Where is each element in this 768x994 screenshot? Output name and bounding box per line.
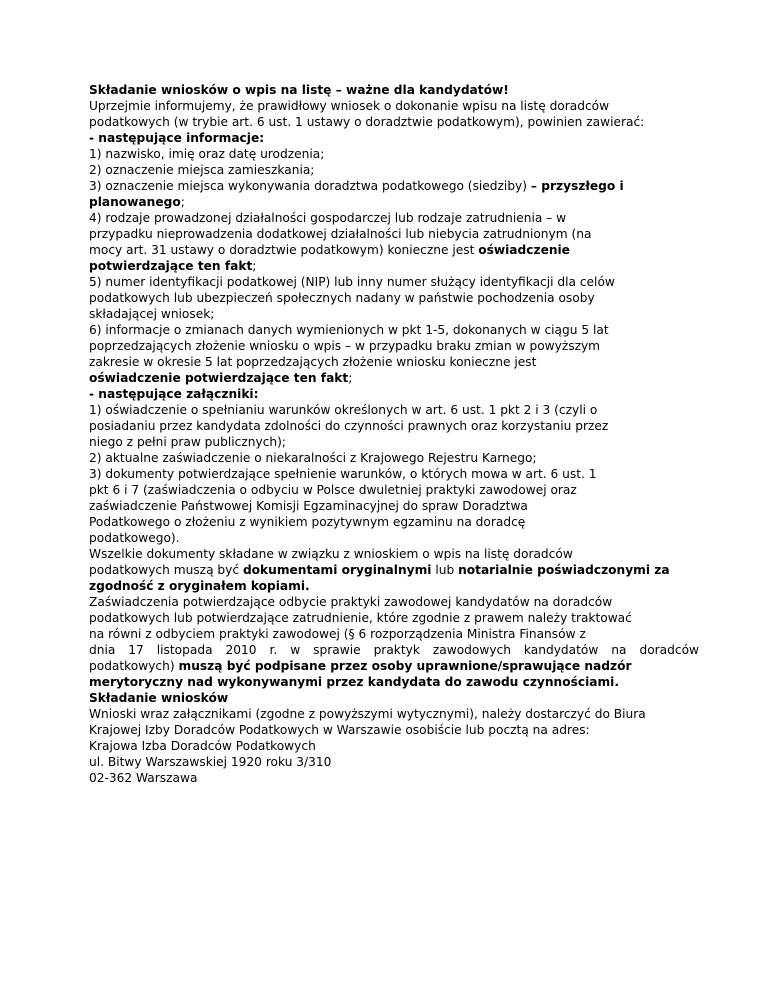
text-segment: ;	[252, 259, 257, 273]
text-line	[89, 642, 699, 658]
text-line	[89, 626, 699, 642]
text-line	[89, 98, 699, 114]
text-line	[89, 770, 699, 786]
text-segment: dnia 17 listopada 2010 r. w sprawie praktyk zawodowych kandydatów na doradców	[89, 643, 699, 657]
text-line	[89, 690, 699, 706]
text-line	[89, 386, 699, 402]
text-segment: podatkowych)	[89, 659, 179, 673]
text-segment: ul. Bitwy Warszawskiej 1920 roku 3/310	[89, 755, 332, 769]
text-segment: 6) informacje o zmianach danych wymienionych w pkt 1-5, dokonanych w ciągu 5 lat	[89, 323, 609, 337]
text-segment: podatkowych lub ubezpieczeń społecznych nadany w państwie pochodzenia osoby	[89, 291, 595, 305]
bold-text-segment: Składanie wniosków	[89, 691, 229, 705]
text-line	[89, 178, 699, 194]
bold-text-segment: - następujące załączniki:	[89, 387, 259, 401]
text-line	[89, 146, 699, 162]
text-line	[89, 290, 699, 306]
bold-text-segment: zgodność z oryginałem kopiami.	[89, 579, 310, 593]
text-segment: na równi z odbyciem praktyki zawodowej (§ 6 rozporządzenia Ministra Finansów z	[89, 627, 586, 641]
text-line	[89, 706, 699, 722]
text-segment: 3) oznaczenie miejsca wykonywania doradztwa podatkowego (siedziby)	[89, 179, 531, 193]
document-body	[89, 82, 699, 786]
text-segment: ;	[180, 195, 185, 209]
bold-text-segment: notarialnie poświadczonymi za	[458, 563, 670, 577]
text-line	[89, 114, 699, 130]
text-segment: Wnioski wraz załącznikami (zgodne z powyższymi wytycznymi), należy dostarczyć do Biura	[89, 707, 646, 721]
text-line	[89, 562, 699, 578]
text-segment: Wszelkie dokumenty składane w związku z wnioskiem o wpis na listę doradców	[89, 547, 573, 561]
bold-text-segment: muszą być podpisane przez osoby uprawnione/sprawujące nadzór	[178, 659, 632, 673]
text-segment: Krajowa Izba Doradców Podatkowych	[89, 739, 316, 753]
text-line	[89, 722, 699, 738]
bold-text-segment: merytoryczny nad wykonywanymi przez kandydata do zawodu czynnościami.	[89, 675, 619, 689]
bold-text-segment: oświadczenie potwierdzające ten fakt	[89, 371, 349, 385]
text-segment: podatkowych lub potwierdzające zatrudnienie, które zgodnie z prawem należy traktować	[89, 611, 632, 625]
text-line	[89, 418, 699, 434]
text-line	[89, 466, 699, 482]
text-line	[89, 322, 699, 338]
text-line	[89, 82, 699, 98]
text-line	[89, 738, 699, 754]
text-segment: podatkowych muszą być	[89, 563, 243, 577]
text-line	[89, 754, 699, 770]
text-line	[89, 546, 699, 562]
text-segment: lub	[431, 563, 459, 577]
text-line	[89, 498, 699, 514]
bold-text-segment: – przyszłego i	[530, 179, 624, 193]
bold-text-segment: oświadczenie	[478, 243, 570, 257]
bold-text-segment: dokumentami oryginalnymi	[242, 563, 432, 577]
text-line	[89, 130, 699, 146]
text-segment: Uprzejmie informujemy, że prawidłowy wniosek o dokonanie wpisu na listę doradców	[89, 99, 610, 113]
text-line	[89, 370, 699, 386]
text-line	[89, 210, 699, 226]
text-segment: Podatkowego o złożeniu z wynikiem pozytywnym egzaminu na doradcę	[89, 515, 526, 529]
text-line	[89, 242, 699, 258]
text-line	[89, 434, 699, 450]
text-line	[89, 514, 699, 530]
text-line	[89, 450, 699, 466]
text-segment: pkt 6 i 7 (zaświadczenia o odbyciu w Polsce dwuletniej praktyki zawodowej oraz	[89, 483, 577, 497]
text-segment: zaświadczenie Państwowej Komisji Egzaminacyjnej do spraw Doradztwa	[89, 499, 528, 513]
text-segment: 5) numer identyfikacji podatkowej (NIP) lub inny numer służący identyfikacji dla celów	[89, 275, 615, 289]
text-segment: Krajowej Izby Doradców Podatkowych w Warszawie osobiście lub pocztą na adres:	[89, 723, 590, 737]
text-segment: podatkowego).	[89, 531, 180, 545]
text-segment: Zaświadczenia potwierdzające odbycie praktyki zawodowej kandydatów na doradców	[89, 595, 613, 609]
text-segment: 1) nazwisko, imię oraz datę urodzenia;	[89, 147, 325, 161]
text-line	[89, 338, 699, 354]
text-segment: niego z pełni praw publicznych);	[89, 435, 286, 449]
text-segment: 3) dokumenty potwierdzające spełnienie warunków, o których mowa w art. 6 ust. 1	[89, 467, 597, 481]
text-segment: 02-362 Warszawa	[89, 771, 198, 785]
text-line	[89, 258, 699, 274]
text-segment: zakresie w okresie 5 lat poprzedzających złożenie wniosku konieczne jest	[89, 355, 537, 369]
text-line	[89, 674, 699, 690]
text-line	[89, 578, 699, 594]
text-line	[89, 658, 699, 674]
text-line	[89, 530, 699, 546]
text-segment: 4) rodzaje prowadzonej działalności gospodarczej lub rodzaje zatrudnienia – w	[89, 211, 567, 225]
text-line	[89, 194, 699, 210]
text-line	[89, 354, 699, 370]
text-line	[89, 402, 699, 418]
bold-text-segment: - następujące informacje:	[89, 131, 265, 145]
text-segment: ;	[348, 371, 353, 385]
text-segment: poprzedzających złożenie wniosku o wpis – w przypadku braku zmian w powyższym	[89, 339, 601, 353]
text-line	[89, 274, 699, 290]
text-segment: składającej wniosek;	[89, 307, 215, 321]
text-line	[89, 306, 699, 322]
text-line	[89, 482, 699, 498]
text-line	[89, 610, 699, 626]
text-segment: przypadku nieprowadzenia dodatkowej działalności lub niebycia zatrudnionym (na	[89, 227, 592, 241]
text-segment: podatkowych (w trybie art. 6 ust. 1 ustawy o doradztwie podatkowym), powinien zawierać:	[89, 115, 645, 129]
text-line	[89, 594, 699, 610]
text-segment: 2) aktualne zaświadczenie o niekaralności z Krajowego Rejestru Karnego;	[89, 451, 537, 465]
bold-text-segment: potwierdzające ten fakt	[89, 259, 253, 273]
bold-text-segment: planowanego	[89, 195, 181, 209]
text-line	[89, 162, 699, 178]
text-segment: 1) oświadczenie o spełnianiu warunków określonych w art. 6 ust. 1 pkt 2 i 3 (czyli o	[89, 403, 598, 417]
bold-text-segment: Składanie wniosków o wpis na listę – ważne dla kandydatów!	[89, 83, 509, 97]
text-segment: 2) oznaczenie miejsca zamieszkania;	[89, 163, 315, 177]
text-segment: posiadaniu przez kandydata zdolności do czynności prawnych oraz korzystaniu przez	[89, 419, 609, 433]
text-segment: mocy art. 31 ustawy o doradztwie podatkowym) konieczne jest	[89, 243, 479, 257]
text-line	[89, 226, 699, 242]
